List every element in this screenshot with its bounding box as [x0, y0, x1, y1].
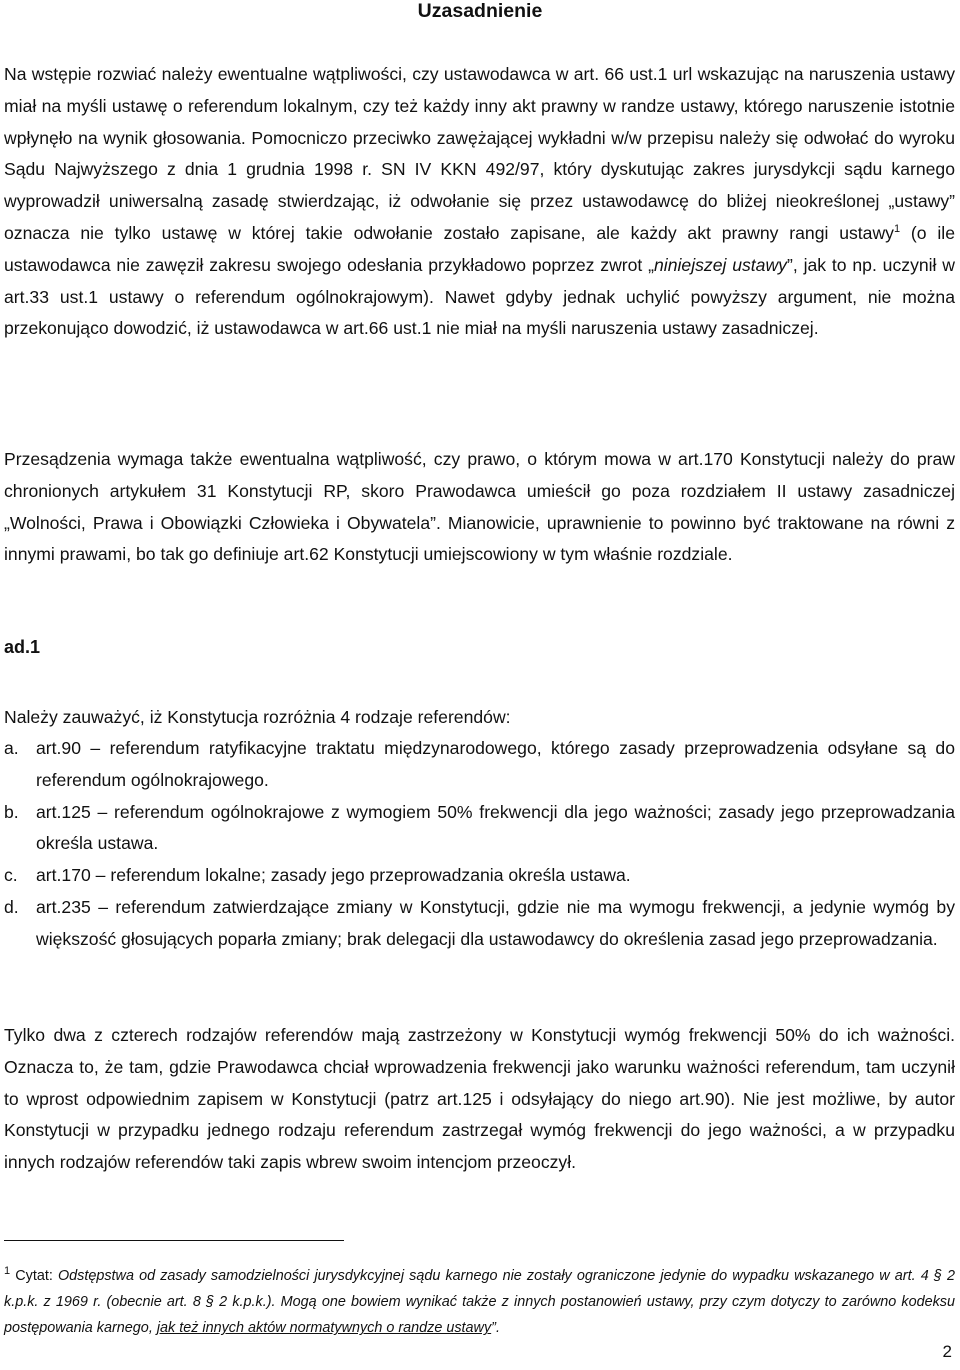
footnote-reference: 1	[893, 223, 901, 236]
list-item-text: art.235 – referendum zatwierdzające zmiany w Konstytucji, gdzie nie ma wymogu frekwencji, a jedynie wymóg by większość głosujących poparła zmiany; brak delegacji dla ustawodawcy do określenia zasad jego przeprowadzania.	[36, 896, 955, 949]
list-item-label: d.	[4, 896, 19, 917]
footnote-lead: Cytat:	[10, 1268, 58, 1285]
list-intro: Należy zauważyć, iż Konstytucja rozróżnia 4 rodzaje referendów:	[4, 707, 511, 727]
list-item	[4, 892, 955, 956]
list-item-label: c.	[4, 865, 18, 886]
footnote-quote: Odstępstwa od zasady samodzielności jurysdykcyjnej sądu karnego nie zostały ograniczone jedynie do wypadku wskazanego w art. 4 § 2 k.p.k. z 1969 r. (obecnie art. 8 § 2 k.p.k.). Mogą one bowiem wynikać także z innych postanowień ustawy, przy czym dotyczy to zarówno kodeksu postępowania karnego,	[4, 1268, 955, 1337]
footnote-underlined: jak też innych aktów normatywnych o randze ustawy	[156, 1320, 492, 1337]
list-item	[4, 733, 955, 797]
footnote-number: 1	[4, 1265, 11, 1278]
paragraph-constitution: Przesądzenia wymaga także ewentualna wątpliwość, czy prawo, o którym mowa w art.170 Konstytucji należy do praw chronionych artykułem 31 Konstytucji RP, skoro Prawodawca umieścił go poza rozdziałem II ustawy zasadniczej „Wolności, Prawa i Obowiązki Człowieka i Obywatela”. Mianowicie, uprawnienie to powinno być traktowane na równi z innymi prawami, bo tak go definiuje art.62 Konstytucji umiejscowiony w tym właśnie rozdziale.	[4, 449, 955, 565]
page-number: 2	[942, 1342, 952, 1361]
section-heading-ad1: ad.1	[4, 637, 41, 657]
list-item-text: art.125 – referendum ogólnokrajowe z wymogiem 50% frekwencji dla jego ważności; zasady jego przeprowadzania określa ustawa.	[36, 801, 955, 854]
list-item-text: art.90 – referendum ratyfikacyjne traktatu międzynarodowego, którego zasady przeprowadzenia odsyłane są do referendum ogólnokrajowego.	[36, 738, 955, 790]
footnote-separator	[4, 1240, 344, 1241]
footnote	[4, 1263, 955, 1341]
paragraph-conclusion: Tylko dwa z czterech rodzajów referendów mają zastrzeżony w Konstytucji wymóg frekwencji 50% do ich ważności. Oznacza to, że tam, gdzie Prawodawca chciał wprowadzenia frekwencji jako warunku ważności referendum, tam uczynił to wprost odpowiednim zapisem w Konstytucji (patrz art.125 i odsyłający do niego art.90). Nie jest możliwe, by autor Konstytucji w przypadku jednego rodzaju referendum zastrzegał wymóg frekwencji do jego ważności, a w przypadku innych rodzajów referendów taki zapis wbrew swoim intencjom przeoczył.	[4, 1025, 955, 1173]
quote-open: „	[648, 254, 655, 275]
paragraph-intro-part-b: (o ile ustawodawca nie zawęził zakresu swojego odesłania przykładowo poprzez zwrot	[4, 222, 956, 275]
list-item-text: art.170 – referendum lokalne; zasady jego przeprowadzania określa ustawa.	[36, 865, 631, 886]
list-item-label: a.	[4, 738, 19, 758]
document-title: Uzasadnienie	[417, 0, 543, 22]
list-item	[4, 797, 955, 861]
footnote-tail: ”.	[491, 1320, 500, 1337]
referendum-types-list	[4, 733, 955, 956]
paragraph-intro-part-c: ”, jak to np. uczynił w art.33 ust.1 ustawy o referendum ogólnokrajowym). Nawet gdyby jednak uchylić powyższy argument, nie można przekonująco dowodzić, iż ustawodawca w art.66 ust.1 nie miał na myśli naruszenia ustawy zasadniczej.	[4, 254, 956, 339]
paragraph-intro	[4, 59, 955, 345]
list-item	[4, 860, 955, 892]
paragraph-intro-italic: niniejszej ustawy	[654, 254, 787, 275]
paragraph-intro-part-a: Na wstępie rozwiać należy ewentualne wątpliwości, czy ustawodawca w art. 66 ust.1 url wskazując na naruszenia ustawy miał na myśli ustawę o referendum lokalnym, czy też każdy inny akt prawny w randze ustawy, którego naruszenie istotnie wpłynęło na wynik głosowania. Pomocniczo przeciwko zawężającej wykładni w/w przepisu należy się odwołać do wyroku Sądu Najwyższego z dnia 1 grudnia 1998 r. SN IV KKN 492/97, który dyskutując zakres jurysdykcji sądu karnego wyprowadził uniwersalną zasadę stwierdzając, iż odwołanie się przez ustawodawcę do bliżej nieokreślonej „ustawy” oznacza nie tylko ustawę w której takie odwołanie zostało zapisane, ale każdy akt prawny rangi ustawy	[4, 64, 955, 243]
list-item-label: b.	[4, 801, 19, 822]
